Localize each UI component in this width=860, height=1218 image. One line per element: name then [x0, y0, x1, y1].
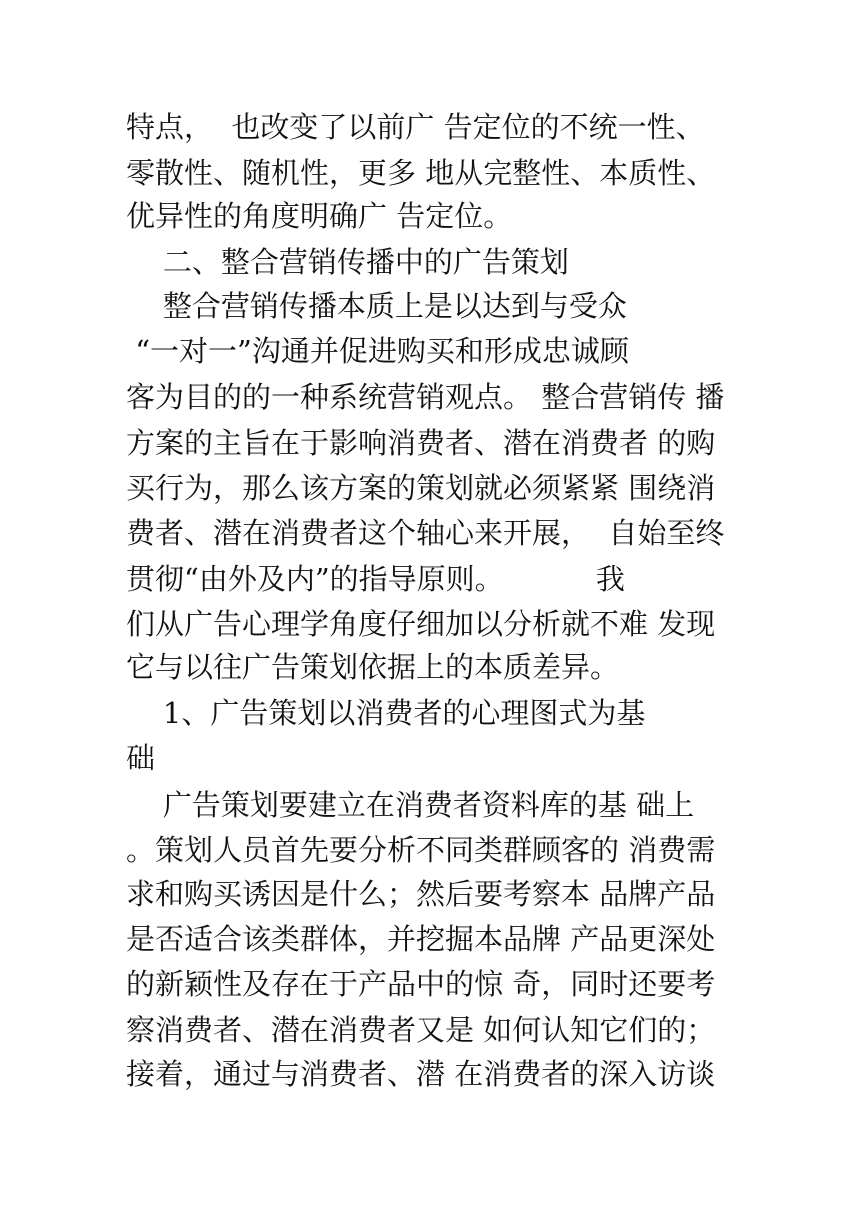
text-line: 察消费者、潜在消费者又是 如何认知它们的；: [126, 1013, 716, 1047]
text-line: 。策划人员首先要分析不同类群顾客的 消费需: [126, 833, 716, 867]
text-line: 零散性、随机性，更多 地从完整性、本质性、: [126, 156, 716, 190]
subsection-heading: 础: [126, 741, 156, 775]
text-line: 方案的主旨在于影响消费者、潜在消费者 的购: [126, 426, 716, 460]
text-line: 特点， 也改变了以前广 告定位的不统一性、: [126, 110, 705, 144]
text-line: 的新颖性及存在于产品中的惊 奇，同时还要考: [126, 967, 716, 1001]
text-line: 费者、潜在消费者这个轴心来开展， 自始至终: [126, 516, 725, 550]
text-line: 客为目的的一种系统营销观点。 整合营销传 播: [126, 380, 725, 414]
subsection-heading: 1、广告策划以消费者的心理图式为基: [126, 696, 646, 730]
text-line: 它与以往广告策划依据上的本质差异。: [126, 650, 620, 684]
text-line: 整合营销传播本质上是以达到与受众: [126, 289, 627, 323]
text-line: 求和购买诱因是什么；然后要考察本 品牌产品: [126, 877, 716, 911]
text-line: 买行为，那么该方案的策划就必须紧紧 围绕消: [126, 471, 716, 505]
section-heading: 二、整合营销传播中的广告策划: [126, 245, 569, 279]
text-line: 们从广告心理学角度仔细加以分析就不难 发现: [126, 607, 716, 641]
text-line: 贯彻“由外及内”的指导原则。 我: [126, 562, 625, 596]
text-line: “一对一”沟通并促进购买和形成忠诚顾: [126, 334, 629, 368]
text-line: 是否适合该类群体，并挖掘本品牌 产品更深处: [126, 922, 716, 956]
text-line: 广告策划要建立在消费者资料库的基 础上: [126, 788, 695, 822]
text-line: 优异性的角度明确广 告定位。: [126, 199, 513, 233]
text-line: 接着，通过与消费者、潜 在消费者的深入访谈: [126, 1057, 716, 1091]
